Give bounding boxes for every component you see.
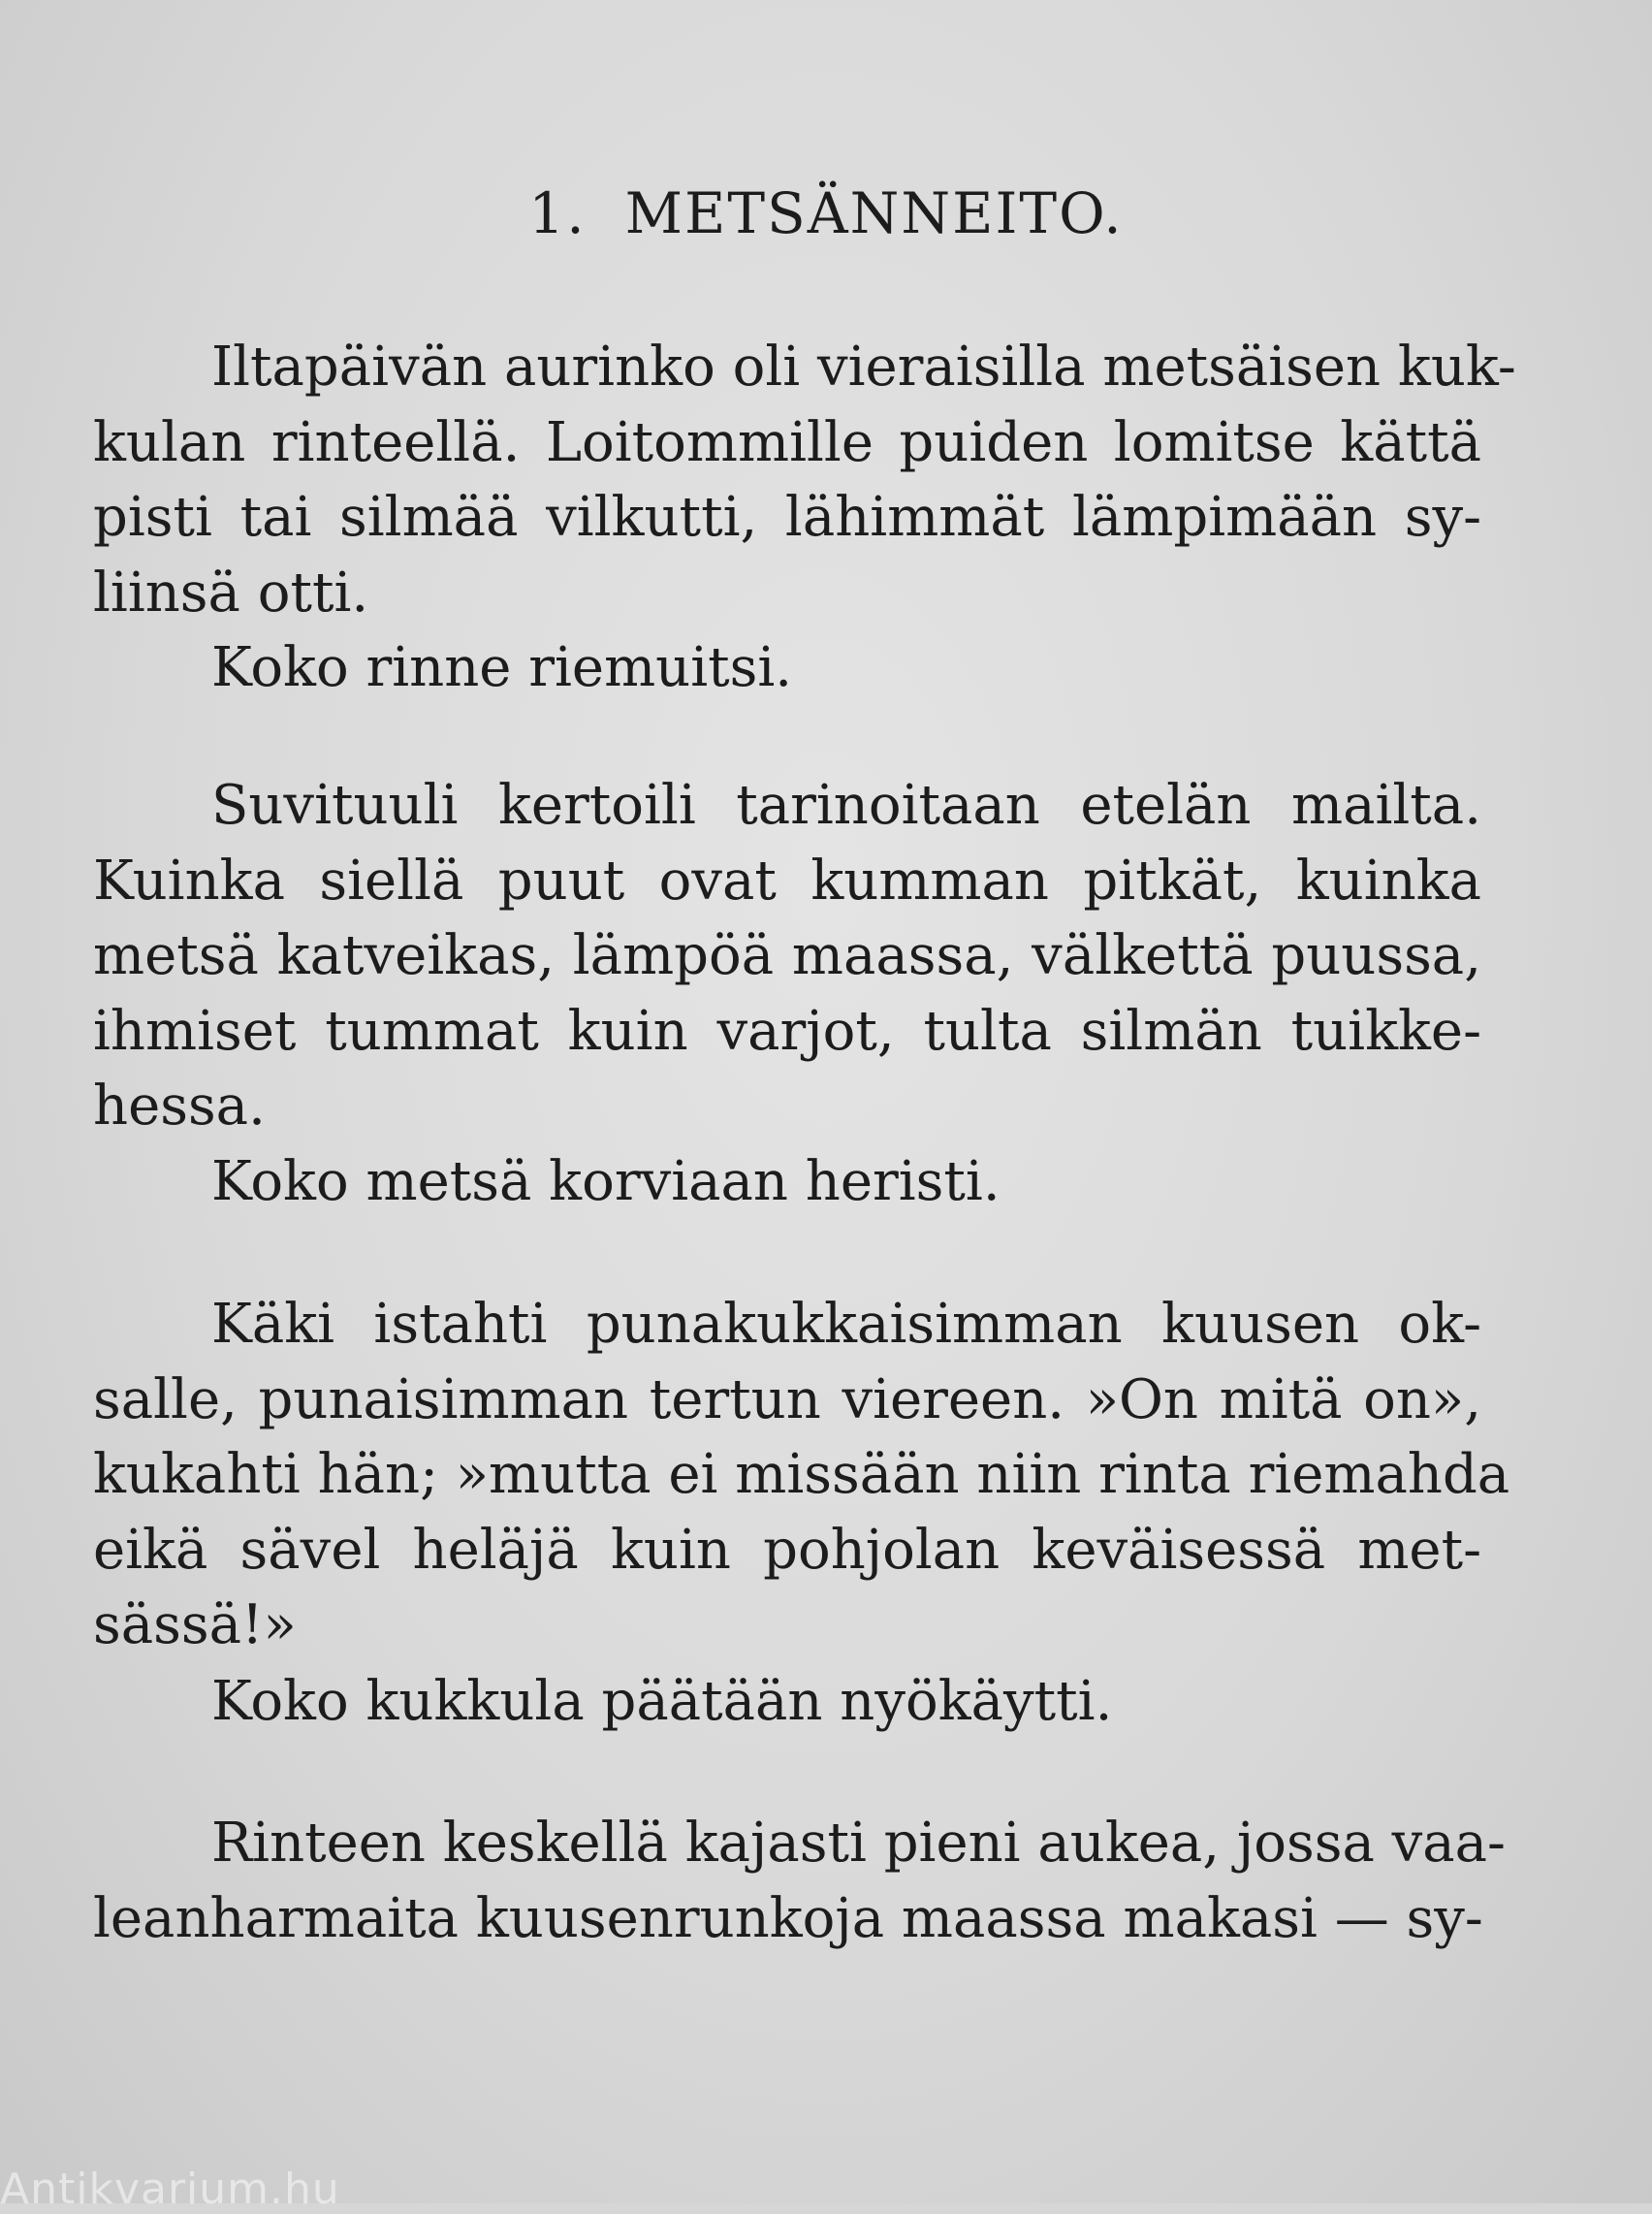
text-line: metsä katveikas, lämpöä maassa, välkettä puussa,	[93, 924, 1481, 987]
paragraph-1	[93, 330, 1516, 630]
text-line: Koko kukkula päätään nyökäytti.	[211, 1670, 1113, 1733]
text-line: Koko rinne riemuitsi.	[211, 636, 793, 699]
text-line: sässä!»	[93, 1593, 297, 1656]
text-line: leanharmaita kuusenrunkoja maassa makasi — sy-	[93, 1886, 1483, 1950]
paragraph-2	[93, 630, 1481, 706]
text-line: Koko metsä korviaan heristi.	[211, 1150, 1001, 1213]
paragraph-3	[93, 768, 1481, 1144]
text-line: eikä sävel heläjä kuin pohjolan keväisessä met-	[93, 1518, 1481, 1582]
paragraph-5	[93, 1287, 1510, 1663]
text-line: Käki istahti punakukkaisimman kuusen ok-	[211, 1293, 1481, 1356]
text-line: kukahti hän; »mutta ei missään niin rinta riemahda	[93, 1443, 1510, 1506]
watermark: Antikvarium.hu	[0, 2165, 340, 2214]
chapter-number: 1.	[528, 180, 587, 246]
text-line: kulan rinteellä. Loitommille puiden lomitse kättä	[93, 410, 1481, 474]
paragraph-7	[93, 1806, 1506, 1956]
text-line: Suvituuli kertoili tarinoitaan etelän mailta.	[211, 774, 1481, 837]
text-line: salle, punaisimman tertun viereen. »On mitä on»,	[93, 1367, 1481, 1431]
text-line: Rinteen keskellä kajasti pieni aukea, jossa vaa-	[211, 1812, 1506, 1875]
text-line: Kuinka siellä puut ovat kumman pitkät, kuinka	[93, 849, 1481, 913]
text-line: hessa.	[93, 1075, 266, 1138]
chapter-title: METSÄNNEITO.	[624, 180, 1124, 246]
paragraph-6	[93, 1664, 1481, 1740]
text-line: liinsä otti.	[93, 561, 369, 625]
text-line: Iltapäivän aurinko oli vieraisilla metsäisen kuk-	[211, 336, 1516, 399]
text-line: pisti tai silmää vilkutti, lähimmät lämpimään sy-	[93, 486, 1481, 549]
paragraph-4	[93, 1144, 1481, 1220]
text-line: ihmiset tummat kuin varjot, tulta silmän tuikke-	[93, 999, 1481, 1063]
chapter-heading	[0, 175, 1652, 252]
